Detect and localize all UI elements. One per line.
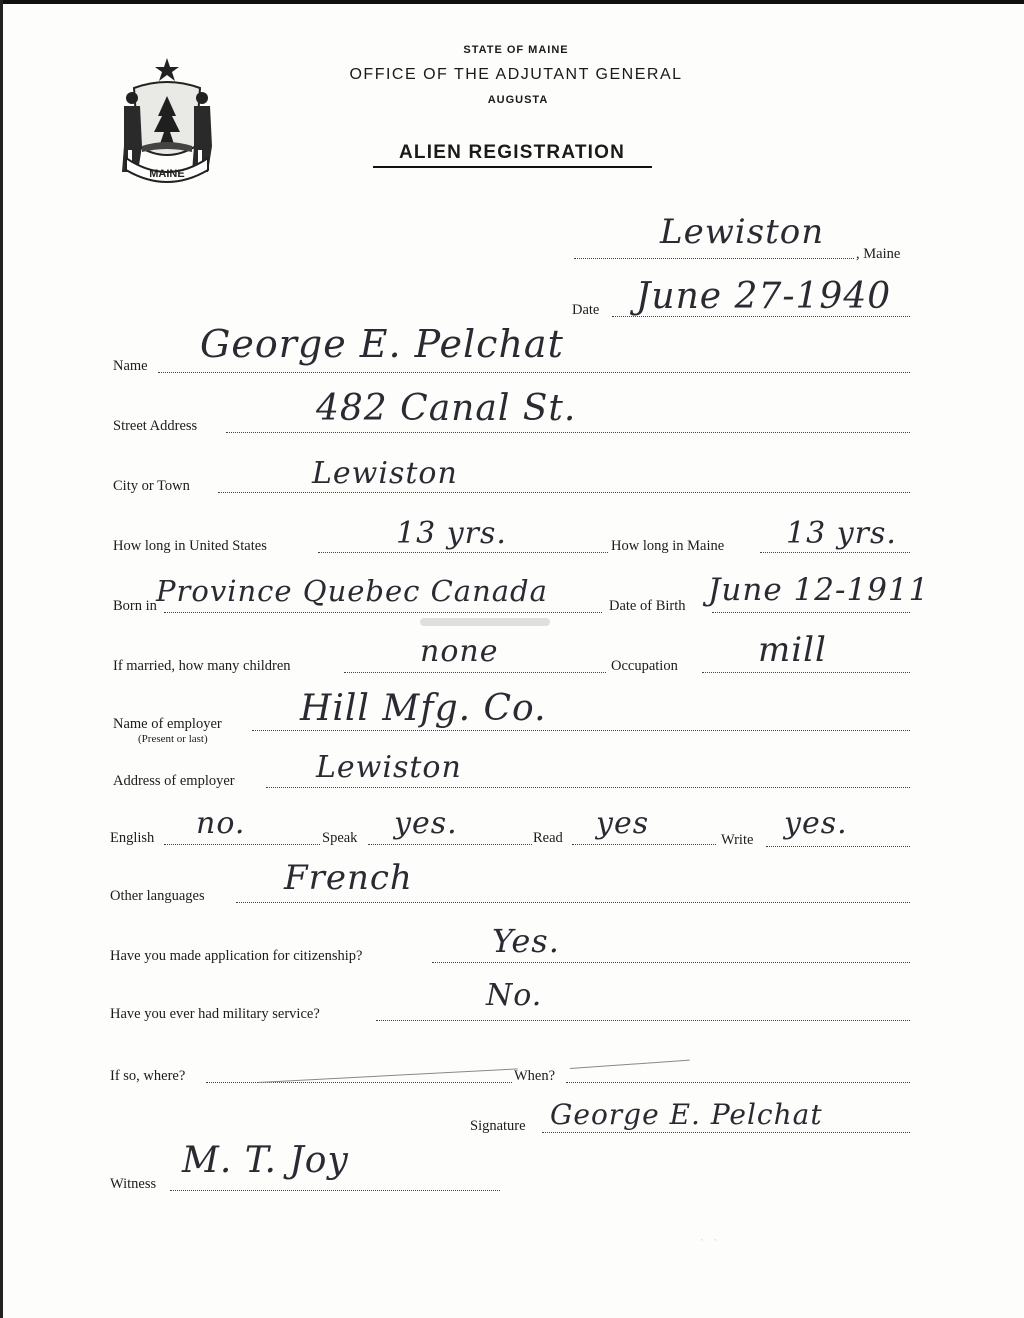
scan-border-top: [0, 0, 1024, 4]
employer-address-line: [266, 787, 910, 788]
maine-stay-label: How long in Maine: [611, 538, 725, 554]
occupation-label: Occupation: [611, 658, 678, 674]
speak-line: [368, 844, 532, 845]
where-line: [206, 1082, 512, 1083]
write-label: Write: [721, 832, 754, 848]
born-value: Province Quebec Canada: [156, 574, 548, 608]
other-languages-label: Other languages: [110, 888, 205, 904]
employer-sublabel: (Present or last): [138, 733, 208, 745]
street-label: Street Address: [113, 418, 198, 434]
witness-line: [170, 1190, 500, 1191]
read-line: [572, 844, 716, 845]
signature-line: [542, 1132, 910, 1133]
occupation-value: mill: [758, 630, 827, 670]
name-line: [158, 372, 910, 373]
title-underline: [373, 166, 652, 168]
us-stay-line: [318, 552, 608, 553]
employer-address-value: Lewiston: [316, 750, 462, 785]
city-label: City or Town: [113, 478, 190, 494]
faint-stamp-mark: · ·: [700, 1232, 721, 1246]
scan-border-left: [0, 0, 3, 1318]
when-label: When?: [514, 1068, 556, 1084]
stray-pen-mark: [570, 1060, 690, 1069]
street-value: 482 Canal St.: [316, 388, 577, 429]
signature-value: George E. Pelchat: [550, 1098, 823, 1131]
maine-stay-line: [760, 552, 910, 553]
place-suffix: , Maine: [856, 246, 901, 262]
when-line: [566, 1082, 910, 1083]
witness-label: Witness: [110, 1176, 157, 1192]
citizenship-value: Yes.: [492, 922, 560, 960]
city-value: Lewiston: [312, 456, 458, 491]
maine-stay-value: 13 yrs.: [786, 516, 897, 551]
occupation-line: [702, 672, 910, 673]
read-value: yes: [596, 806, 650, 841]
where-label: If so, where?: [110, 1068, 186, 1084]
us-stay-label: How long in United States: [113, 538, 267, 554]
header-office: OFFICE OF THE ADJUTANT GENERAL: [349, 66, 683, 83]
citizenship-label: Have you made application for citizenship?: [110, 948, 363, 964]
date-value: June 27-1940: [636, 276, 892, 317]
date-label: Date: [572, 302, 600, 318]
employer-line: [252, 730, 910, 731]
english-label: English: [110, 830, 155, 846]
read-label: Read: [533, 830, 563, 846]
city-line: [218, 492, 910, 493]
ink-smudge: [420, 618, 550, 626]
dob-label: Date of Birth: [609, 598, 686, 614]
seal-motto: MAINE: [149, 168, 185, 180]
dob-value: June 12-1911: [708, 572, 930, 608]
form-title: ALIEN REGISTRATION: [398, 142, 626, 163]
us-stay-value: 13 yrs.: [396, 516, 507, 551]
stray-pen-mark: [258, 1068, 518, 1083]
street-line: [226, 432, 910, 433]
children-value: none: [420, 634, 499, 669]
other-languages-value: French: [284, 858, 413, 898]
employer-address-label: Address of employer: [113, 773, 235, 789]
english-line: [164, 844, 320, 845]
born-label: Born in: [113, 598, 157, 614]
speak-value: yes.: [394, 806, 458, 841]
military-value: No.: [486, 978, 543, 1013]
place-value: Lewiston: [660, 212, 825, 252]
write-line: [766, 846, 910, 847]
dob-line: [712, 612, 910, 613]
military-line: [376, 1020, 910, 1021]
place-line: [574, 258, 854, 259]
employer-value: Hill Mfg. Co.: [300, 688, 547, 729]
other-languages-line: [236, 902, 910, 903]
children-line: [344, 672, 606, 673]
header-state: STATE OF MAINE: [463, 44, 569, 56]
military-label: Have you ever had military service?: [110, 1006, 320, 1022]
born-line: [164, 612, 602, 613]
citizenship-line: [432, 962, 910, 963]
signature-label: Signature: [470, 1118, 526, 1134]
employer-label: Name of employer: [113, 716, 222, 732]
write-value: yes.: [784, 806, 848, 841]
header-city: AUGUSTA: [487, 94, 549, 106]
name-label: Name: [113, 358, 148, 374]
witness-value: M. T. Joy: [182, 1140, 349, 1181]
speak-label: Speak: [322, 830, 358, 846]
children-label: If married, how many children: [113, 658, 291, 674]
english-value: no.: [196, 806, 246, 841]
name-value: George E. Pelchat: [200, 322, 564, 366]
